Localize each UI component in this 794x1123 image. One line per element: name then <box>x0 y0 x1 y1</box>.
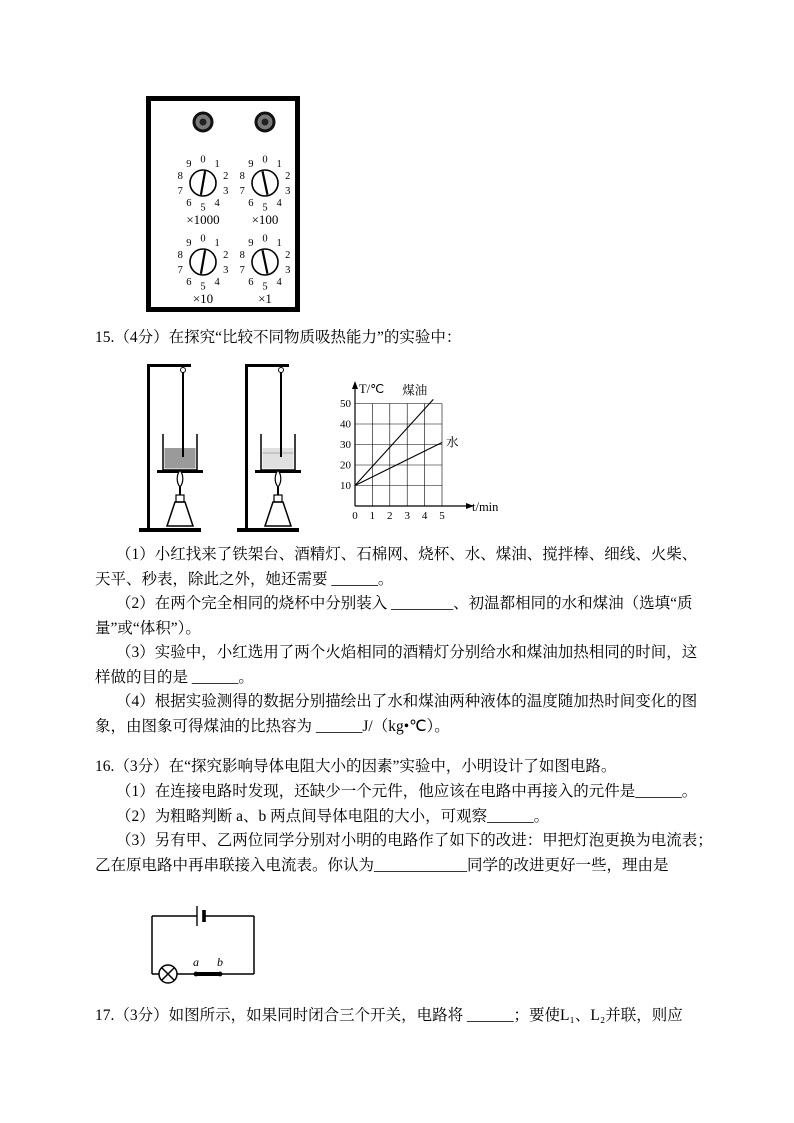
svg-text:8: 8 <box>239 250 245 262</box>
series-line <box>355 399 433 485</box>
question-16-parts <box>95 780 713 878</box>
conductor-ab <box>193 955 223 976</box>
x-tick-label: 4 <box>421 510 428 522</box>
x-tick-label: 1 <box>369 510 376 522</box>
svg-text:1: 1 <box>276 159 282 171</box>
q15-part3-line2: 样做的目的是 ______。 <box>95 668 254 686</box>
y-tick-label: 30 <box>340 439 351 451</box>
iron-stand-left <box>139 364 203 532</box>
iron-stand-right <box>237 364 301 532</box>
label-b: b <box>217 955 223 969</box>
x-axis-label: t/min <box>472 500 499 514</box>
q15-part1-line2: 天平、秒表，除此之外，她还需要 ______。 <box>95 570 394 588</box>
svg-text:3: 3 <box>285 185 291 197</box>
dial-multiplier: ×10 <box>192 291 214 306</box>
stand-top-bar <box>245 364 289 367</box>
liquid-kerosene <box>165 448 196 469</box>
question-15-header-row <box>95 326 461 351</box>
resistance-box-figure <box>145 95 301 313</box>
point-b <box>218 972 223 977</box>
q15-part3-line1: （3）实验中，小红选用了两个火焰相同的酒精灯分别给水和煤油加热相同的时间，这 <box>116 644 698 661</box>
lamp-symbol <box>159 965 177 983</box>
dial-multiplier: ×1 <box>258 291 272 306</box>
alcohol-lamp-cap <box>274 495 282 502</box>
svg-text:1: 1 <box>276 238 282 250</box>
q15-part2-line1: （2）在两个完全相同的烧杯中分别装入 ________、初温都相同的水和煤油（选填“质 <box>116 595 693 612</box>
grid-lines <box>355 404 442 507</box>
y-axis-label: T/℃ <box>359 382 385 396</box>
svg-text:8: 8 <box>177 171 183 183</box>
svg-text:2: 2 <box>223 171 229 183</box>
series-label: 水 <box>446 435 459 450</box>
svg-text:6: 6 <box>248 197 254 209</box>
y-axis-arrow <box>352 381 358 389</box>
svg-text:3: 3 <box>285 264 291 276</box>
liquid-water <box>263 448 294 469</box>
dial-multiplier: ×1000 <box>186 212 220 227</box>
q15-part2-line2: 量”或“体积”）。 <box>95 619 201 637</box>
box-border <box>149 99 298 310</box>
question-16-header-row <box>95 755 616 780</box>
x-tick-label: 3 <box>404 510 410 522</box>
point-a <box>194 972 199 977</box>
svg-text:1: 1 <box>214 238 220 250</box>
svg-text:0: 0 <box>200 154 206 166</box>
q16-part3-line1: （3）另有甲、乙两位同学分别对小明的电路作了如下的改进：甲把灯泡更换为电流表； <box>116 832 713 849</box>
svg-text:5: 5 <box>262 202 268 214</box>
svg-text:2: 2 <box>285 250 291 262</box>
stand-rod <box>147 364 150 532</box>
svg-text:2: 2 <box>223 250 229 262</box>
x-tick-label: 5 <box>439 510 445 522</box>
alcohol-lamp-cap <box>176 495 184 502</box>
svg-text:4: 4 <box>214 276 220 288</box>
experiment-setup-figure <box>135 356 325 546</box>
svg-text:2: 2 <box>285 171 291 183</box>
svg-text:9: 9 <box>186 238 192 250</box>
terminal-post <box>194 113 212 131</box>
svg-text:5: 5 <box>200 202 206 214</box>
svg-text:6: 6 <box>186 197 192 209</box>
svg-text:4: 4 <box>214 197 220 209</box>
y-tick-label: 10 <box>340 480 351 492</box>
question-17-header: 17.（3分）如图所示，如果同时闭合三个开关，电路将 ______；要使L₁、L₂并联，则应 <box>95 1007 683 1024</box>
y-tick-label: 40 <box>340 418 351 431</box>
svg-text:6: 6 <box>248 276 254 288</box>
svg-text:6: 6 <box>186 276 192 288</box>
alcohol-lamp-body <box>167 502 193 526</box>
svg-text:5: 5 <box>200 281 206 293</box>
stand-rod <box>245 364 248 532</box>
svg-text:3: 3 <box>223 264 229 276</box>
svg-text:4: 4 <box>276 197 282 209</box>
battery-symbol <box>197 906 204 926</box>
thermometer-loop <box>279 368 284 373</box>
svg-text:5: 5 <box>262 281 268 293</box>
svg-text:9: 9 <box>248 159 254 171</box>
label-a: a <box>193 955 199 969</box>
thermometer-loop <box>181 368 186 373</box>
svg-text:1: 1 <box>214 159 220 171</box>
svg-text:7: 7 <box>177 264 183 276</box>
flame <box>177 470 183 487</box>
question-16-header: 16.（3分）在“探究影响导体电阻大小的因素”实验中，小明设计了如图电路。 <box>95 758 617 775</box>
svg-text:3: 3 <box>223 185 229 197</box>
flame <box>275 470 281 487</box>
dial-multiplier: ×100 <box>251 212 279 227</box>
alcohol-lamp-body <box>265 502 291 526</box>
question-17-header-row <box>95 1004 683 1029</box>
svg-text:8: 8 <box>239 171 245 183</box>
y-tick-label: 20 <box>340 459 351 472</box>
svg-text:0: 0 <box>200 233 206 245</box>
q16-part1-line1: （1）在连接电路时发现，还缺少一个元件，他应该在电路中再接入的元件是______。 <box>116 783 698 800</box>
svg-text:7: 7 <box>239 185 245 197</box>
terminal-post <box>256 113 274 131</box>
circuit-diagram <box>138 900 268 997</box>
q15-part1-line1: （1）小红找来了铁架台、酒精灯、石棉网、烧杯、水、煤油、搅拌棒、细线、火柴、 <box>116 546 698 563</box>
svg-text:0: 0 <box>262 154 268 166</box>
question-15-header: 15.（4分）在探究“比较不同物质吸热能力”的实验中： <box>95 329 462 346</box>
y-tick-label: 50 <box>340 398 351 410</box>
question-15-parts <box>95 543 697 739</box>
svg-text:7: 7 <box>177 185 183 197</box>
x-tick-label: 0 <box>352 510 358 522</box>
temperature-graph <box>325 378 503 530</box>
q15-part4-line1: （4）根据实验测得的数据分别描绘出了水和煤油两种液体的温度随加热时间变化的图 <box>116 693 698 710</box>
x-tick-label: 2 <box>387 510 393 522</box>
q15-part4-line2: 象，由图象可得煤油的比热容为 ______J/（kg•℃）。 <box>95 717 450 735</box>
svg-text:9: 9 <box>248 238 254 250</box>
stand-top-bar <box>147 364 191 367</box>
svg-text:0: 0 <box>262 233 268 245</box>
svg-text:8: 8 <box>177 250 183 262</box>
q16-part3-line2: 乙在原电路中再串联接入电流表。你认为____________同学的改进更好一些，理由是 <box>95 856 669 874</box>
series-line <box>355 443 442 486</box>
q16-part2-line1: （2）为粗略判断 a、b 两点间导体电阻的大小，可观察______。 <box>116 807 550 825</box>
series-label: 煤油 <box>402 383 428 398</box>
svg-text:4: 4 <box>276 276 282 288</box>
svg-text:7: 7 <box>239 264 245 276</box>
svg-text:9: 9 <box>186 159 192 171</box>
